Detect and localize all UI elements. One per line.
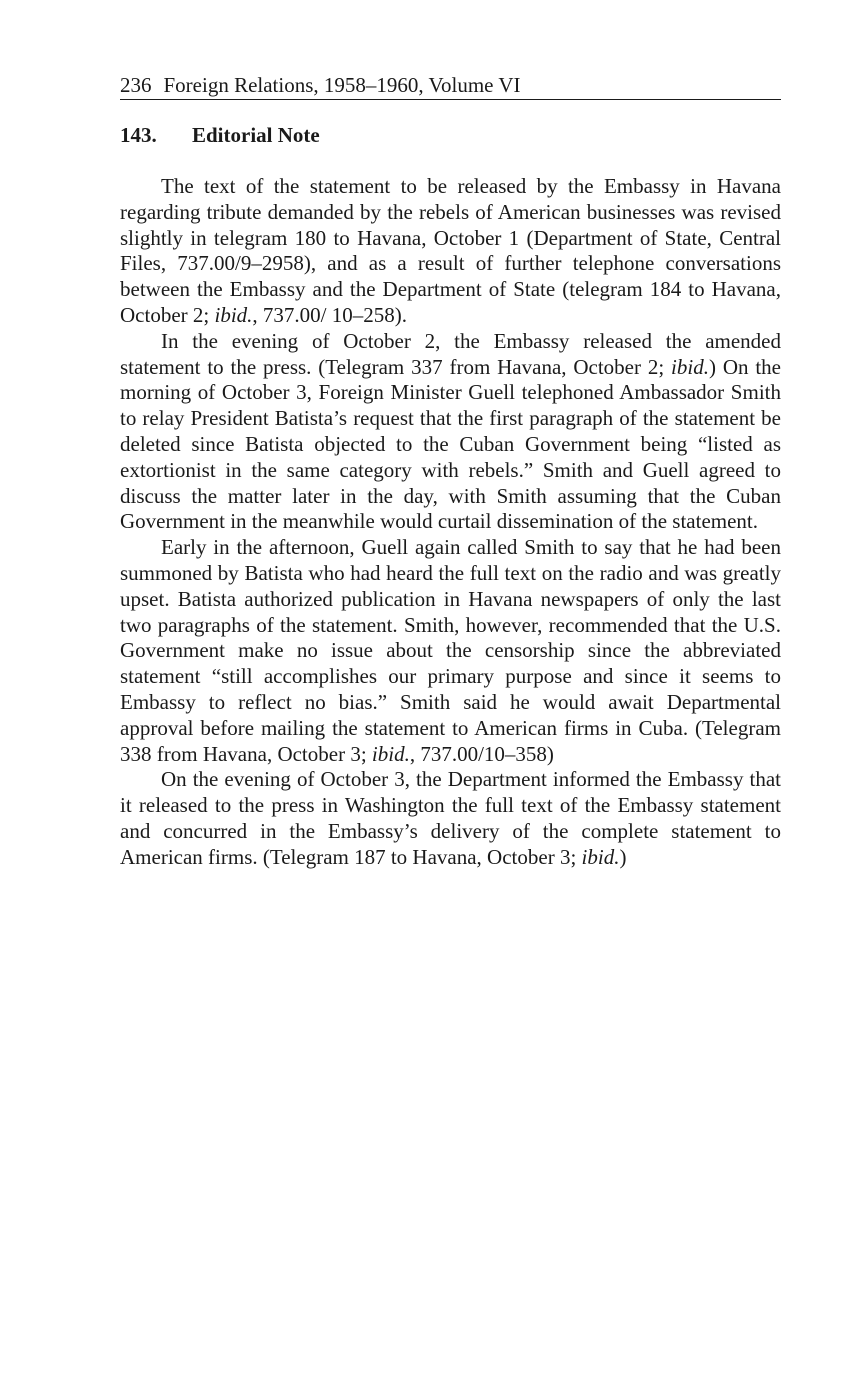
document-number: 143. [120,123,157,147]
text-segment: , 737.00/10–358) [409,741,554,766]
text-segment-italic: ibid. [671,354,709,379]
paragraph-3 [120,535,781,767]
paragraph-2 [120,329,781,535]
body-text [120,174,781,871]
text-segment-italic: ibid. [371,741,410,766]
text-segment: ) On the morning of October 3, Foreign Minister Guell telephoned Ambassador Smith to relay President Batista’s request that the first paragraph of the statement be deleted since Batista objected to the Cuban Government being “listed as extortionist in the same category with rebels.” Smith and Guell agreed to discuss the matter later in the day, with Smith assuming that the Cuban Government in the meanwhile would curtail dissemination of the statement. [120,354,781,534]
paragraph-4 [120,767,781,870]
running-header [120,72,781,100]
document-page [120,72,781,871]
document-heading [120,122,781,148]
text-segment-italic: ibid. [214,302,253,327]
text-segment: ) [619,844,627,869]
text-segment: In the evening of October 2, the Embassy released the amended statement to the press. (Telegram 337 from Havana, October 2; [120,328,781,379]
text-segment-italic: ibid. [581,844,620,869]
page-number: 236 [120,73,152,97]
running-title: Foreign Relations, 1958–1960, Volume VI [163,73,521,97]
paragraph-1 [120,174,781,329]
text-segment: , 737.00/ 10–258). [252,302,407,327]
document-title: Editorial Note [192,123,320,147]
text-segment: The text of the statement to be released by the Embassy in Havana regarding tribute demanded by the rebels of American businesses was revised slightly in telegram 180 to Havana, October 1 (Department of State, Central Files, 737.00/9–2958), and as a result of further telephone conversations between the Embassy and the Department of State (telegram 184 to Havana, October 2; [120,174,781,327]
text-segment: Early in the afternoon, Guell again called Smith to say that he had been summoned by Batista who had heard the full text on the radio and was greatly upset. Batista authorized publication in Havana newspapers of only the last two paragraphs of the statement. Smith, however, recommended that the U.S. Government make no issue about the censorship since the abbreviated statement “still accomplishes our primary purpose and since it seems to Embassy to reflect no bias.” Smith said he would await Departmental approval before mailing the statement to American firms in Cuba. (Telegram 338 from Havana, October 3; [120,535,781,766]
text-segment: On the evening of October 3, the Department informed the Embassy that it released to the press in Washington the full text of the Embassy statement and concurred in the Embassy’s delivery of the complete statement to American firms. (Telegram 187 to Havana, October 3; [120,767,781,869]
